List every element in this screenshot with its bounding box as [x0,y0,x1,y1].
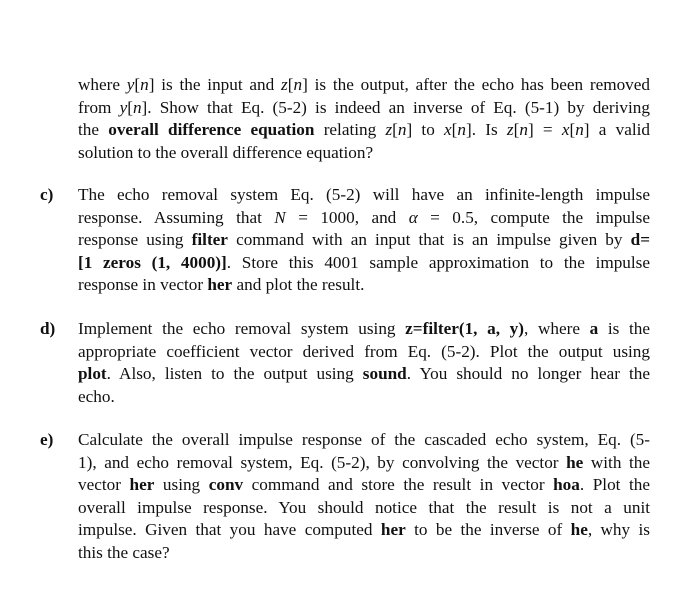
bold-term: he [570,520,588,539]
question-label: d) [40,319,56,338]
text-run: ] a valid [583,120,650,139]
text-run: . You should no longer hear the [406,364,650,383]
bold-term: sound [362,364,407,383]
text-line [78,519,650,542]
text-line [78,452,650,475]
text-run: = 0.5, compute the impulse [417,207,650,227]
math-symbol: α [408,207,418,227]
text-run: [ [451,120,458,139]
text-run: response in vector [78,275,208,294]
math-symbol: x [561,120,570,139]
math-symbol: z [281,75,288,94]
text-run: [ [513,120,520,139]
text-run: vector [78,475,130,494]
bold-term: d= [630,230,650,249]
bold-term: a [589,319,599,338]
text-run: from [78,97,120,117]
intro-paragraph [78,74,650,164]
math-symbol: n [397,120,407,139]
text-run: ] is the input and [148,75,282,94]
math-symbol: n [293,75,303,94]
text-run: command and store the result in vector [243,475,554,494]
math-symbol: n [140,75,149,94]
text-run: [ [569,120,576,139]
text-run: , why is [587,520,650,539]
text-run: [ [392,120,398,139]
text-run: [ [127,97,133,117]
text-run: The echo removal system Eq. (5-2) will have an infinite-length impulse [78,185,650,204]
text-line [78,142,650,165]
question-label: c) [40,185,54,204]
bold-term: z=filter(1, a, y) [405,319,524,338]
text-run: . Also, listen to the output using [106,364,363,383]
text-line [78,207,650,230]
text-line [78,74,650,97]
text-run: [ [134,75,141,94]
math-symbol: z [385,120,393,139]
text-line [78,97,650,120]
bold-term: overall difference equation [108,120,315,139]
text-run: = 1000, and [285,207,409,227]
text-line [78,542,650,565]
text-run: using [154,475,209,494]
bold-term: plot [78,364,107,383]
math-symbol: y [126,75,135,94]
question-text [78,184,650,297]
text-line [78,274,650,297]
math-symbol: z [506,120,514,139]
bold-term: [1 zeros (1, 4000)] [78,252,227,272]
text-line [78,386,650,409]
intro-lines [78,74,650,164]
math-symbol: n [575,120,584,139]
bold-term: conv [208,475,244,494]
text-run: response. Assuming that [78,207,275,227]
text-run: where [78,75,127,94]
text-run: . Store this 4001 sample approximation to the impulse [226,252,650,272]
text-run: 1), and echo removal system, Eq. (5-2), by convolving the vector [78,452,567,472]
text-run: [ [287,75,294,94]
text-line [78,474,650,497]
bold-term: hoa [553,475,580,494]
text-run: ] is the output, after the echo has been removed [302,75,650,94]
question-text [78,429,650,564]
text-line [78,429,650,452]
text-run: ]. Show that Eq. (5-2) is indeed an inverse of Eq. (5-1) by deriving [141,97,650,117]
math-symbol: n [519,120,528,139]
question-text [78,318,650,408]
text-line [78,341,650,364]
math-symbol: N [274,207,286,227]
text-line [78,184,650,207]
question-label: e) [40,430,54,449]
text-line [78,318,650,341]
math-symbol: y [119,97,128,117]
text-run: ] to [406,120,445,139]
text-line [78,229,650,252]
math-symbol: n [457,120,466,139]
text-line [78,363,650,386]
text-run: to be the inverse of [405,520,571,539]
text-run: with the [583,452,650,472]
text-line [78,252,650,275]
text-run: . Plot the [579,475,651,494]
text-run: relating [314,120,386,139]
text-run: and plot the result. [232,275,365,294]
text-run: overall impulse response. You should notice that the result is not a unit [78,497,650,517]
bold-term: he [566,452,584,472]
text-line [78,497,650,520]
text-run: echo. [78,386,115,406]
bold-term: her [129,475,155,494]
text-run: , where [524,319,590,338]
text-run: Calculate the overall impulse response of the cascaded echo system, Eq. (5- [78,430,650,449]
text-run: response using [78,230,192,249]
math-symbol: x [444,120,452,139]
bold-term: her [207,275,233,294]
text-run: impulse. Given that you have computed [78,520,381,539]
text-run: ]. Is [466,120,507,139]
text-run: solution to the overall difference equation? [78,142,374,162]
text-run: ] = [527,120,562,139]
text-line [78,119,650,142]
text-run: appropriate coefficient vector derived from Eq. (5-2). Plot the output using [78,341,650,361]
bold-term: filter [191,230,228,249]
bold-term: her [380,520,406,539]
text-run: Implement the echo removal system using [78,319,406,338]
text-run: command with an input that is an impulse given by [227,230,631,249]
math-symbol: n [132,97,142,117]
text-run: this the case? [78,542,170,562]
text-run: is the [598,319,650,338]
text-run: the [78,120,109,139]
